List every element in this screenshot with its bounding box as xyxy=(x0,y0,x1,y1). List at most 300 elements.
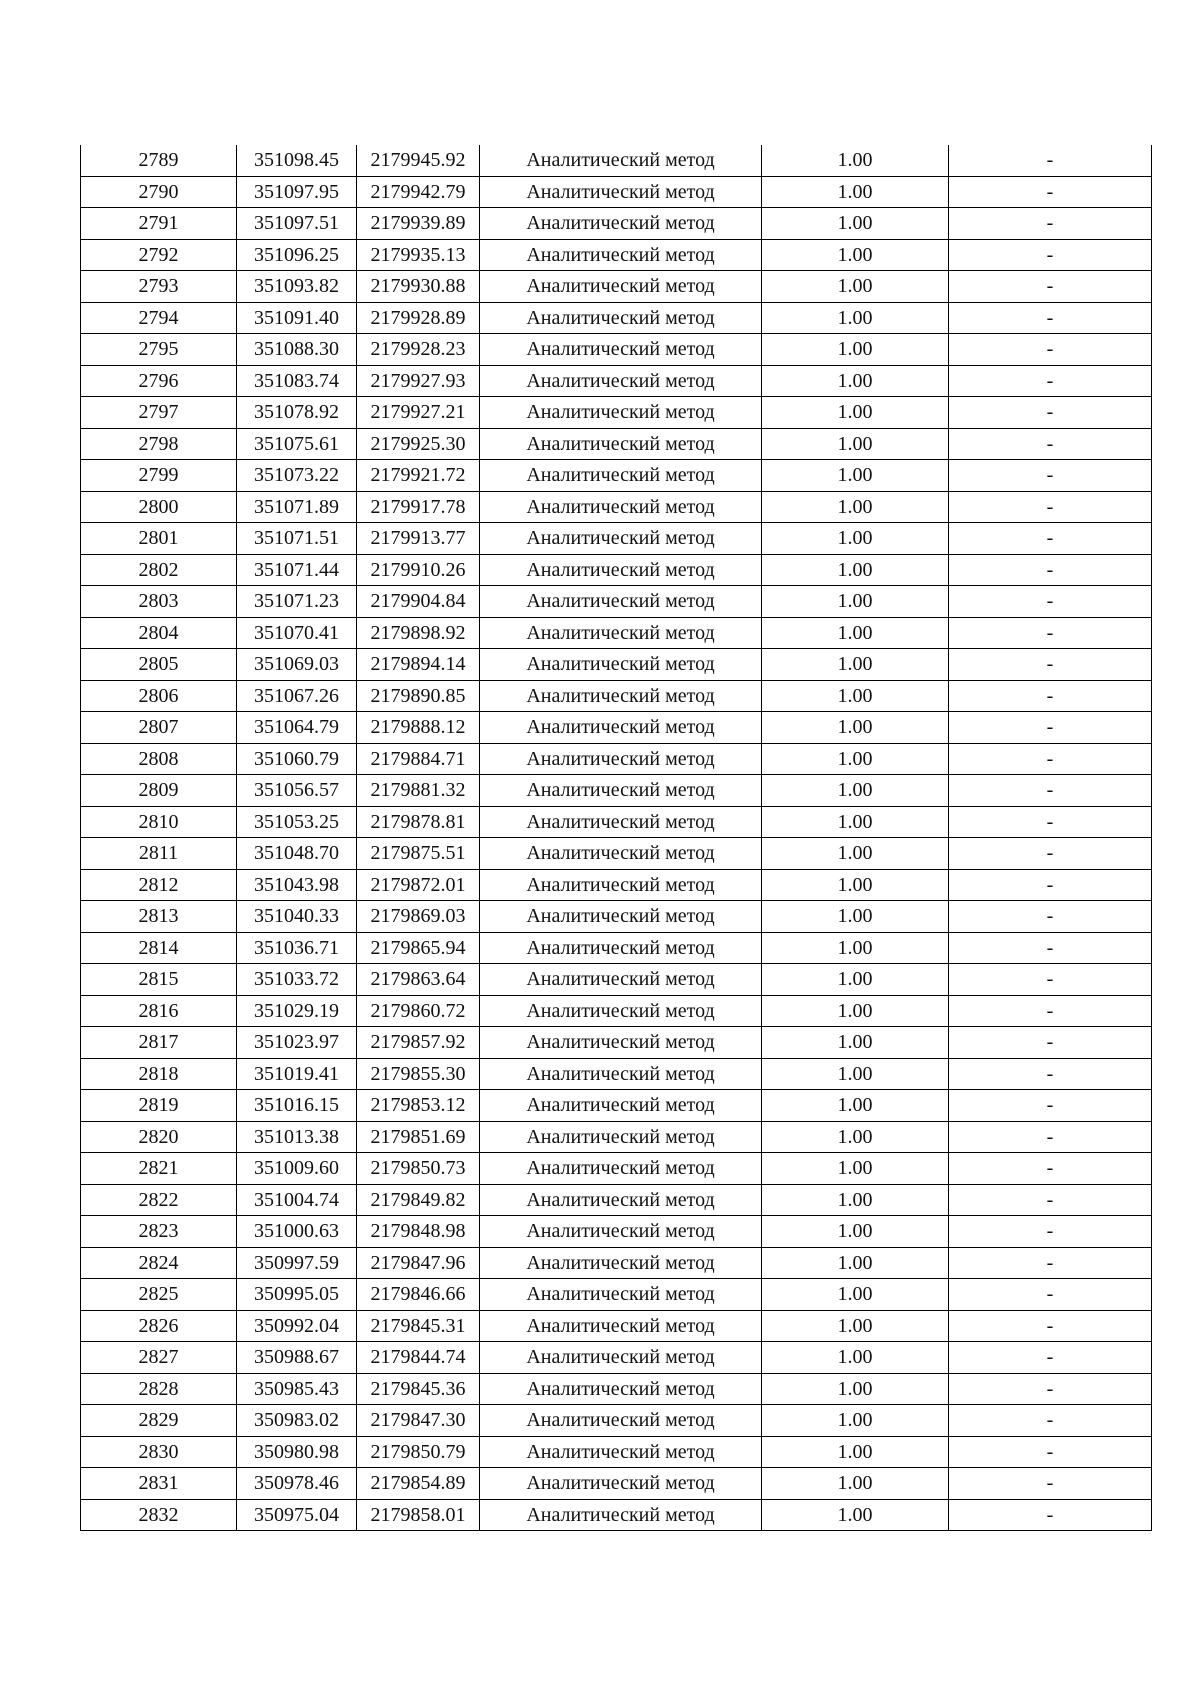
x-coordinate-cell: 351067.26 xyxy=(237,680,357,712)
accuracy-cell: 1.00 xyxy=(762,397,949,429)
point-number-cell: 2800 xyxy=(81,491,237,523)
accuracy-cell: 1.00 xyxy=(762,554,949,586)
point-number-cell: 2823 xyxy=(81,1216,237,1248)
accuracy-cell: 1.00 xyxy=(762,1090,949,1122)
accuracy-cell: 1.00 xyxy=(762,1121,949,1153)
method-cell: Аналитический метод xyxy=(480,775,762,807)
table-row xyxy=(81,271,1152,303)
point-number-cell: 2830 xyxy=(81,1436,237,1468)
x-coordinate-cell: 351019.41 xyxy=(237,1058,357,1090)
y-coordinate-cell: 2179850.73 xyxy=(357,1153,480,1185)
accuracy-cell: 1.00 xyxy=(762,1310,949,1342)
point-number-cell: 2801 xyxy=(81,523,237,555)
accuracy-cell: 1.00 xyxy=(762,208,949,240)
point-number-cell: 2821 xyxy=(81,1153,237,1185)
description-cell: - xyxy=(949,1279,1152,1311)
y-coordinate-cell: 2179884.71 xyxy=(357,743,480,775)
y-coordinate-cell: 2179928.89 xyxy=(357,302,480,334)
x-coordinate-cell: 351071.44 xyxy=(237,554,357,586)
description-cell: - xyxy=(949,302,1152,334)
accuracy-cell: 1.00 xyxy=(762,1468,949,1500)
accuracy-cell: 1.00 xyxy=(762,491,949,523)
x-coordinate-cell: 351004.74 xyxy=(237,1184,357,1216)
table-row xyxy=(81,208,1152,240)
table-row xyxy=(81,239,1152,271)
y-coordinate-cell: 2179847.96 xyxy=(357,1247,480,1279)
x-coordinate-cell: 351069.03 xyxy=(237,649,357,681)
accuracy-cell: 1.00 xyxy=(762,617,949,649)
accuracy-cell: 1.00 xyxy=(762,586,949,618)
x-coordinate-cell: 351071.23 xyxy=(237,586,357,618)
accuracy-cell: 1.00 xyxy=(762,1436,949,1468)
accuracy-cell: 1.00 xyxy=(762,901,949,933)
y-coordinate-cell: 2179869.03 xyxy=(357,901,480,933)
accuracy-cell: 1.00 xyxy=(762,460,949,492)
point-number-cell: 2820 xyxy=(81,1121,237,1153)
method-cell: Аналитический метод xyxy=(480,271,762,303)
table-row xyxy=(81,1468,1152,1500)
table-row xyxy=(81,365,1152,397)
accuracy-cell: 1.00 xyxy=(762,1184,949,1216)
x-coordinate-cell: 351091.40 xyxy=(237,302,357,334)
x-coordinate-cell: 350975.04 xyxy=(237,1499,357,1531)
table-row xyxy=(81,586,1152,618)
accuracy-cell: 1.00 xyxy=(762,1247,949,1279)
description-cell: - xyxy=(949,460,1152,492)
y-coordinate-cell: 2179921.72 xyxy=(357,460,480,492)
x-coordinate-cell: 350997.59 xyxy=(237,1247,357,1279)
point-number-cell: 2803 xyxy=(81,586,237,618)
y-coordinate-cell: 2179925.30 xyxy=(357,428,480,460)
table-row xyxy=(81,712,1152,744)
method-cell: Аналитический метод xyxy=(480,302,762,334)
y-coordinate-cell: 2179848.98 xyxy=(357,1216,480,1248)
x-coordinate-cell: 351078.92 xyxy=(237,397,357,429)
y-coordinate-cell: 2179863.64 xyxy=(357,964,480,996)
description-cell: - xyxy=(949,1247,1152,1279)
description-cell: - xyxy=(949,428,1152,460)
point-number-cell: 2816 xyxy=(81,995,237,1027)
y-coordinate-cell: 2179913.77 xyxy=(357,523,480,555)
point-number-cell: 2824 xyxy=(81,1247,237,1279)
x-coordinate-cell: 350985.43 xyxy=(237,1373,357,1405)
table-row xyxy=(81,334,1152,366)
point-number-cell: 2813 xyxy=(81,901,237,933)
table-row xyxy=(81,491,1152,523)
x-coordinate-cell: 351070.41 xyxy=(237,617,357,649)
description-cell: - xyxy=(949,1468,1152,1500)
table-row xyxy=(81,1436,1152,1468)
x-coordinate-cell: 351029.19 xyxy=(237,995,357,1027)
description-cell: - xyxy=(949,1027,1152,1059)
point-number-cell: 2804 xyxy=(81,617,237,649)
x-coordinate-cell: 351098.45 xyxy=(237,145,357,176)
description-cell: - xyxy=(949,964,1152,996)
description-cell: - xyxy=(949,365,1152,397)
method-cell: Аналитический метод xyxy=(480,1373,762,1405)
method-cell: Аналитический метод xyxy=(480,1499,762,1531)
point-number-cell: 2808 xyxy=(81,743,237,775)
method-cell: Аналитический метод xyxy=(480,1468,762,1500)
accuracy-cell: 1.00 xyxy=(762,365,949,397)
point-number-cell: 2795 xyxy=(81,334,237,366)
y-coordinate-cell: 2179851.69 xyxy=(357,1121,480,1153)
accuracy-cell: 1.00 xyxy=(762,964,949,996)
table-row xyxy=(81,1058,1152,1090)
point-number-cell: 2825 xyxy=(81,1279,237,1311)
y-coordinate-cell: 2179845.31 xyxy=(357,1310,480,1342)
description-cell: - xyxy=(949,775,1152,807)
table-row xyxy=(81,1184,1152,1216)
y-coordinate-cell: 2179847.30 xyxy=(357,1405,480,1437)
y-coordinate-cell: 2179854.89 xyxy=(357,1468,480,1500)
accuracy-cell: 1.00 xyxy=(762,523,949,555)
x-coordinate-cell: 351088.30 xyxy=(237,334,357,366)
description-cell: - xyxy=(949,1436,1152,1468)
method-cell: Аналитический метод xyxy=(480,334,762,366)
description-cell: - xyxy=(949,1121,1152,1153)
x-coordinate-cell: 351023.97 xyxy=(237,1027,357,1059)
description-cell: - xyxy=(949,145,1152,176)
x-coordinate-cell: 351093.82 xyxy=(237,271,357,303)
method-cell: Аналитический метод xyxy=(480,586,762,618)
accuracy-cell: 1.00 xyxy=(762,1373,949,1405)
x-coordinate-cell: 350992.04 xyxy=(237,1310,357,1342)
y-coordinate-cell: 2179872.01 xyxy=(357,869,480,901)
method-cell: Аналитический метод xyxy=(480,460,762,492)
point-number-cell: 2809 xyxy=(81,775,237,807)
x-coordinate-cell: 351043.98 xyxy=(237,869,357,901)
method-cell: Аналитический метод xyxy=(480,145,762,176)
table-row xyxy=(81,649,1152,681)
description-cell: - xyxy=(949,1153,1152,1185)
accuracy-cell: 1.00 xyxy=(762,995,949,1027)
point-number-cell: 2826 xyxy=(81,1310,237,1342)
y-coordinate-cell: 2179917.78 xyxy=(357,491,480,523)
x-coordinate-cell: 351097.95 xyxy=(237,176,357,208)
method-cell: Аналитический метод xyxy=(480,964,762,996)
description-cell: - xyxy=(949,1499,1152,1531)
x-coordinate-cell: 351073.22 xyxy=(237,460,357,492)
y-coordinate-cell: 2179890.85 xyxy=(357,680,480,712)
table-row xyxy=(81,1342,1152,1374)
method-cell: Аналитический метод xyxy=(480,806,762,838)
method-cell: Аналитический метод xyxy=(480,995,762,1027)
table-row xyxy=(81,176,1152,208)
point-number-cell: 2831 xyxy=(81,1468,237,1500)
table-row xyxy=(81,302,1152,334)
point-number-cell: 2810 xyxy=(81,806,237,838)
accuracy-cell: 1.00 xyxy=(762,334,949,366)
point-number-cell: 2812 xyxy=(81,869,237,901)
accuracy-cell: 1.00 xyxy=(762,1216,949,1248)
method-cell: Аналитический метод xyxy=(480,208,762,240)
description-cell: - xyxy=(949,1184,1152,1216)
method-cell: Аналитический метод xyxy=(480,1247,762,1279)
description-cell: - xyxy=(949,1373,1152,1405)
table-row xyxy=(81,1279,1152,1311)
x-coordinate-cell: 351000.63 xyxy=(237,1216,357,1248)
method-cell: Аналитический метод xyxy=(480,1027,762,1059)
method-cell: Аналитический метод xyxy=(480,1184,762,1216)
description-cell: - xyxy=(949,806,1152,838)
y-coordinate-cell: 2179927.21 xyxy=(357,397,480,429)
y-coordinate-cell: 2179878.81 xyxy=(357,806,480,838)
y-coordinate-cell: 2179860.72 xyxy=(357,995,480,1027)
description-cell: - xyxy=(949,649,1152,681)
accuracy-cell: 1.00 xyxy=(762,1342,949,1374)
accuracy-cell: 1.00 xyxy=(762,1058,949,1090)
method-cell: Аналитический метод xyxy=(480,743,762,775)
method-cell: Аналитический метод xyxy=(480,428,762,460)
y-coordinate-cell: 2179928.23 xyxy=(357,334,480,366)
point-number-cell: 2832 xyxy=(81,1499,237,1531)
x-coordinate-cell: 351071.51 xyxy=(237,523,357,555)
accuracy-cell: 1.00 xyxy=(762,239,949,271)
method-cell: Аналитический метод xyxy=(480,491,762,523)
accuracy-cell: 1.00 xyxy=(762,1499,949,1531)
table-row xyxy=(81,460,1152,492)
method-cell: Аналитический метод xyxy=(480,1058,762,1090)
description-cell: - xyxy=(949,334,1152,366)
method-cell: Аналитический метод xyxy=(480,523,762,555)
point-number-cell: 2822 xyxy=(81,1184,237,1216)
point-number-cell: 2807 xyxy=(81,712,237,744)
description-cell: - xyxy=(949,995,1152,1027)
x-coordinate-cell: 351060.79 xyxy=(237,743,357,775)
x-coordinate-cell: 351013.38 xyxy=(237,1121,357,1153)
description-cell: - xyxy=(949,397,1152,429)
accuracy-cell: 1.00 xyxy=(762,1405,949,1437)
point-number-cell: 2799 xyxy=(81,460,237,492)
point-number-cell: 2819 xyxy=(81,1090,237,1122)
method-cell: Аналитический метод xyxy=(480,649,762,681)
y-coordinate-cell: 2179904.84 xyxy=(357,586,480,618)
table-row xyxy=(81,397,1152,429)
y-coordinate-cell: 2179935.13 xyxy=(357,239,480,271)
accuracy-cell: 1.00 xyxy=(762,775,949,807)
table-row xyxy=(81,680,1152,712)
point-number-cell: 2806 xyxy=(81,680,237,712)
method-cell: Аналитический метод xyxy=(480,397,762,429)
description-cell: - xyxy=(949,239,1152,271)
point-number-cell: 2828 xyxy=(81,1373,237,1405)
method-cell: Аналитический метод xyxy=(480,901,762,933)
y-coordinate-cell: 2179898.92 xyxy=(357,617,480,649)
method-cell: Аналитический метод xyxy=(480,1310,762,1342)
method-cell: Аналитический метод xyxy=(480,176,762,208)
y-coordinate-cell: 2179846.66 xyxy=(357,1279,480,1311)
point-number-cell: 2792 xyxy=(81,239,237,271)
x-coordinate-cell: 351071.89 xyxy=(237,491,357,523)
description-cell: - xyxy=(949,491,1152,523)
table-row xyxy=(81,932,1152,964)
description-cell: - xyxy=(949,176,1152,208)
point-number-cell: 2796 xyxy=(81,365,237,397)
x-coordinate-cell: 351033.72 xyxy=(237,964,357,996)
table-row xyxy=(81,838,1152,870)
point-number-cell: 2818 xyxy=(81,1058,237,1090)
method-cell: Аналитический метод xyxy=(480,365,762,397)
accuracy-cell: 1.00 xyxy=(762,1279,949,1311)
description-cell: - xyxy=(949,208,1152,240)
y-coordinate-cell: 2179845.36 xyxy=(357,1373,480,1405)
method-cell: Аналитический метод xyxy=(480,869,762,901)
x-coordinate-cell: 351064.79 xyxy=(237,712,357,744)
description-cell: - xyxy=(949,869,1152,901)
method-cell: Аналитический метод xyxy=(480,932,762,964)
method-cell: Аналитический метод xyxy=(480,1121,762,1153)
y-coordinate-cell: 2179849.82 xyxy=(357,1184,480,1216)
accuracy-cell: 1.00 xyxy=(762,680,949,712)
method-cell: Аналитический метод xyxy=(480,1216,762,1248)
table-row xyxy=(81,1499,1152,1531)
x-coordinate-cell: 351016.15 xyxy=(237,1090,357,1122)
table-row xyxy=(81,1090,1152,1122)
method-cell: Аналитический метод xyxy=(480,680,762,712)
point-number-cell: 2814 xyxy=(81,932,237,964)
description-cell: - xyxy=(949,712,1152,744)
x-coordinate-cell: 351075.61 xyxy=(237,428,357,460)
description-cell: - xyxy=(949,1216,1152,1248)
method-cell: Аналитический метод xyxy=(480,1405,762,1437)
x-coordinate-cell: 351036.71 xyxy=(237,932,357,964)
x-coordinate-cell: 351040.33 xyxy=(237,901,357,933)
description-cell: - xyxy=(949,1405,1152,1437)
point-number-cell: 2798 xyxy=(81,428,237,460)
description-cell: - xyxy=(949,523,1152,555)
description-cell: - xyxy=(949,1342,1152,1374)
y-coordinate-cell: 2179888.12 xyxy=(357,712,480,744)
description-cell: - xyxy=(949,1310,1152,1342)
table-row xyxy=(81,617,1152,649)
description-cell: - xyxy=(949,743,1152,775)
point-number-cell: 2789 xyxy=(81,145,237,176)
table-row xyxy=(81,1373,1152,1405)
table-row xyxy=(81,743,1152,775)
table-row xyxy=(81,869,1152,901)
description-cell: - xyxy=(949,901,1152,933)
y-coordinate-cell: 2179858.01 xyxy=(357,1499,480,1531)
y-coordinate-cell: 2179881.32 xyxy=(357,775,480,807)
table-row xyxy=(81,145,1152,176)
table-row xyxy=(81,806,1152,838)
y-coordinate-cell: 2179942.79 xyxy=(357,176,480,208)
accuracy-cell: 1.00 xyxy=(762,806,949,838)
x-coordinate-cell: 350988.67 xyxy=(237,1342,357,1374)
x-coordinate-cell: 351096.25 xyxy=(237,239,357,271)
y-coordinate-cell: 2179875.51 xyxy=(357,838,480,870)
accuracy-cell: 1.00 xyxy=(762,176,949,208)
description-cell: - xyxy=(949,838,1152,870)
x-coordinate-cell: 350995.05 xyxy=(237,1279,357,1311)
y-coordinate-cell: 2179844.74 xyxy=(357,1342,480,1374)
x-coordinate-cell: 351097.51 xyxy=(237,208,357,240)
point-number-cell: 2797 xyxy=(81,397,237,429)
point-number-cell: 2794 xyxy=(81,302,237,334)
point-number-cell: 2791 xyxy=(81,208,237,240)
point-number-cell: 2790 xyxy=(81,176,237,208)
accuracy-cell: 1.00 xyxy=(762,1153,949,1185)
table-row xyxy=(81,428,1152,460)
y-coordinate-cell: 2179857.92 xyxy=(357,1027,480,1059)
method-cell: Аналитический метод xyxy=(480,239,762,271)
table-row xyxy=(81,775,1152,807)
method-cell: Аналитический метод xyxy=(480,1090,762,1122)
table-row xyxy=(81,1216,1152,1248)
table-row xyxy=(81,1405,1152,1437)
table-row xyxy=(81,1027,1152,1059)
y-coordinate-cell: 2179910.26 xyxy=(357,554,480,586)
table-row xyxy=(81,523,1152,555)
accuracy-cell: 1.00 xyxy=(762,1027,949,1059)
table-row xyxy=(81,554,1152,586)
accuracy-cell: 1.00 xyxy=(762,838,949,870)
y-coordinate-cell: 2179894.14 xyxy=(357,649,480,681)
coordinates-table xyxy=(80,145,1152,1531)
accuracy-cell: 1.00 xyxy=(762,712,949,744)
x-coordinate-cell: 350983.02 xyxy=(237,1405,357,1437)
x-coordinate-cell: 351048.70 xyxy=(237,838,357,870)
method-cell: Аналитический метод xyxy=(480,617,762,649)
table-row xyxy=(81,1310,1152,1342)
accuracy-cell: 1.00 xyxy=(762,932,949,964)
accuracy-cell: 1.00 xyxy=(762,869,949,901)
y-coordinate-cell: 2179945.92 xyxy=(357,145,480,176)
method-cell: Аналитический метод xyxy=(480,554,762,586)
point-number-cell: 2817 xyxy=(81,1027,237,1059)
table-row xyxy=(81,1247,1152,1279)
method-cell: Аналитический метод xyxy=(480,712,762,744)
description-cell: - xyxy=(949,617,1152,649)
accuracy-cell: 1.00 xyxy=(762,302,949,334)
description-cell: - xyxy=(949,932,1152,964)
accuracy-cell: 1.00 xyxy=(762,649,949,681)
x-coordinate-cell: 350980.98 xyxy=(237,1436,357,1468)
description-cell: - xyxy=(949,271,1152,303)
method-cell: Аналитический метод xyxy=(480,838,762,870)
table-row xyxy=(81,1153,1152,1185)
y-coordinate-cell: 2179865.94 xyxy=(357,932,480,964)
table-row xyxy=(81,995,1152,1027)
method-cell: Аналитический метод xyxy=(480,1342,762,1374)
point-number-cell: 2827 xyxy=(81,1342,237,1374)
y-coordinate-cell: 2179939.89 xyxy=(357,208,480,240)
accuracy-cell: 1.00 xyxy=(762,428,949,460)
point-number-cell: 2815 xyxy=(81,964,237,996)
point-number-cell: 2829 xyxy=(81,1405,237,1437)
accuracy-cell: 1.00 xyxy=(762,145,949,176)
y-coordinate-cell: 2179853.12 xyxy=(357,1090,480,1122)
method-cell: Аналитический метод xyxy=(480,1436,762,1468)
table-row xyxy=(81,901,1152,933)
method-cell: Аналитический метод xyxy=(480,1153,762,1185)
point-number-cell: 2805 xyxy=(81,649,237,681)
description-cell: - xyxy=(949,554,1152,586)
accuracy-cell: 1.00 xyxy=(762,271,949,303)
y-coordinate-cell: 2179850.79 xyxy=(357,1436,480,1468)
x-coordinate-cell: 350978.46 xyxy=(237,1468,357,1500)
description-cell: - xyxy=(949,586,1152,618)
description-cell: - xyxy=(949,1090,1152,1122)
y-coordinate-cell: 2179930.88 xyxy=(357,271,480,303)
point-number-cell: 2802 xyxy=(81,554,237,586)
y-coordinate-cell: 2179927.93 xyxy=(357,365,480,397)
point-number-cell: 2811 xyxy=(81,838,237,870)
coordinates-table-body xyxy=(81,145,1152,1531)
x-coordinate-cell: 351083.74 xyxy=(237,365,357,397)
x-coordinate-cell: 351009.60 xyxy=(237,1153,357,1185)
